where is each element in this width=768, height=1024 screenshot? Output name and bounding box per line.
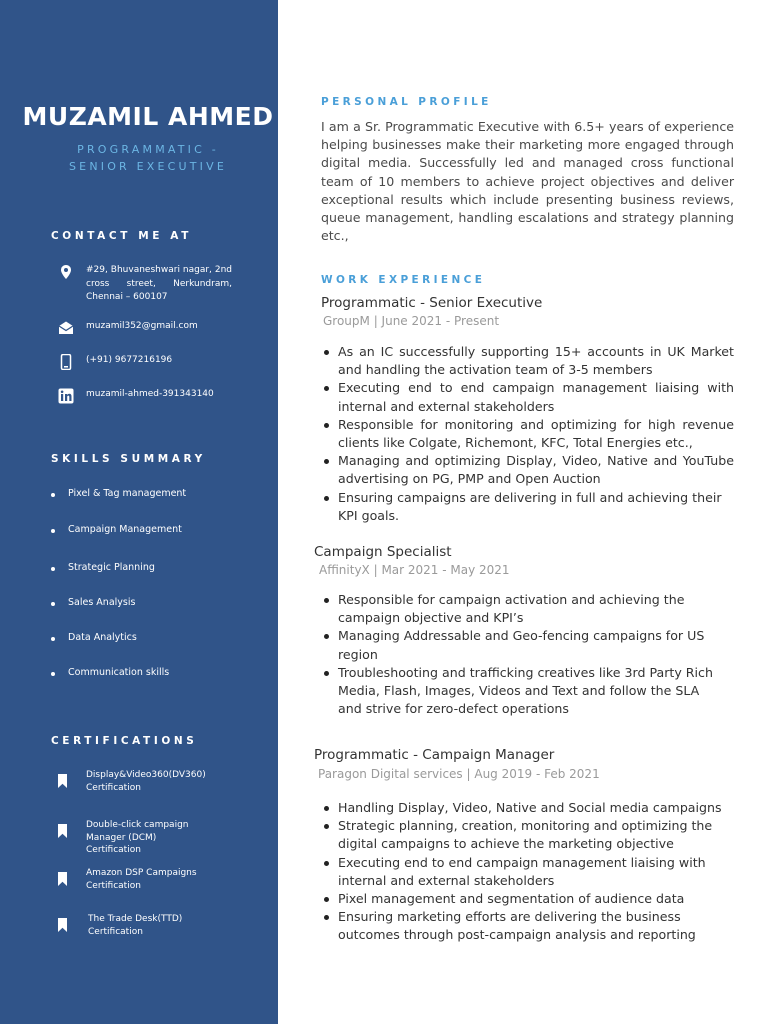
job-bullet: Responsible for monitoring and optimizing for high revenue clients like Colgate, Richemont, KFC, Total Energies etc., <box>321 416 734 452</box>
certification-label: Display&Video360(DV360) Certification <box>86 770 206 793</box>
job-bullet-list <box>321 591 721 718</box>
candidate-name: MUZAMIL AHMED <box>22 102 274 131</box>
bookmark-icon <box>58 774 67 788</box>
skill-label: Strategic Planning <box>68 562 155 573</box>
skill-label: Sales Analysis <box>68 597 136 608</box>
role-title-line-2: SENIOR EXECUTIVE <box>68 160 227 173</box>
job-bullet: Pixel management and segmentation of audience data <box>321 890 741 908</box>
linkedin-text[interactable]: muzamil-ahmed-391343140 <box>86 389 214 399</box>
bullet-icon <box>51 672 55 676</box>
job-bullet: Managing and optimizing Display, Video, Native and YouTube advertising on PG, PMP and Open Auction <box>321 452 734 488</box>
bullet-icon <box>51 567 55 571</box>
job-meta: AffinityX | Mar 2021 - May 2021 <box>319 563 510 577</box>
skills-heading: SKILLS SUMMARY <box>51 453 206 465</box>
job-bullet-list <box>321 343 734 525</box>
job-bullet: As an IC successfully supporting 15+ accounts in UK Market and handling the activation team of 3-5 members <box>321 343 734 379</box>
certification-label: Amazon DSP Campaigns Certification <box>86 868 197 891</box>
map-pin-icon <box>58 264 74 280</box>
job-bullet: Ensuring campaigns are delivering in full and achieving their KPI goals. <box>321 489 734 525</box>
email-text[interactable]: muzamil352@gmail.com <box>86 321 198 331</box>
skill-label: Data Analytics <box>68 632 137 643</box>
skill-label: Pixel & Tag management <box>68 488 187 499</box>
profile-heading: PERSONAL PROFILE <box>321 96 492 108</box>
job-bullet: Strategic planning, creation, monitoring and optimizing the digital campaigns to achieve the marketing objective <box>321 817 713 853</box>
bullet-icon <box>51 637 55 641</box>
skill-item <box>51 488 261 502</box>
bullet-icon <box>51 602 55 606</box>
certification-label: The Trade Desk(TTD) Certification <box>88 914 183 937</box>
phone-icon <box>58 354 74 370</box>
skill-item <box>51 562 261 576</box>
sidebar <box>0 0 278 1024</box>
bullet-icon <box>51 529 55 533</box>
role-title-line-1: PROGRAMMATIC - <box>77 143 219 156</box>
job-bullet: Troubleshooting and trafficking creatives like 3rd Party Rich Media, Flash, Images, Videos and Text and follow the SLA and strive for zero-defect operations <box>321 664 721 719</box>
bullet-icon <box>51 493 55 497</box>
linkedin-icon <box>58 388 74 404</box>
job-meta: GroupM | June 2021 - Present <box>323 314 500 328</box>
contact-heading: CONTACT ME AT <box>51 230 192 242</box>
job-title: Campaign Specialist <box>314 544 452 560</box>
job-meta: Paragon Digital services | Aug 2019 - Feb 2021 <box>318 767 600 781</box>
skill-label: Campaign Management <box>68 524 182 535</box>
skill-item <box>51 597 261 611</box>
bookmark-icon <box>58 824 67 838</box>
job-title: Programmatic - Campaign Manager <box>314 747 555 763</box>
job-bullet: Executing end to end campaign management liaising with internal and external stakeholders <box>321 854 723 890</box>
address-text: #29, Bhuvaneshwari nagar, 2nd cross street, Nerkundram, Chennai – 600107 <box>86 265 232 302</box>
skill-item <box>51 524 261 538</box>
job-bullet: Ensuring marketing efforts are delivering the business outcomes through post-campaign analysis and reporting <box>321 908 723 944</box>
profile-text: I am a Sr. Programmatic Executive with 6.5+ years of experience helping businesses make their marketing more engaged through digital media. Successfully led and managed cross functional team of 10 members to achieve project objectives and deliver exceptional results which include presenting business reviews, queue management, handling escalations and strategy planning etc., <box>321 119 734 244</box>
job-title: Programmatic - Senior Executive <box>321 295 543 311</box>
certification-label: Double-click campaign Manager (DCM) Certification <box>86 820 189 855</box>
phone-text[interactable]: (+91) 9677216196 <box>86 355 173 365</box>
job-bullet-list <box>321 799 741 945</box>
work-heading: WORK EXPERIENCE <box>321 274 486 286</box>
bookmark-icon <box>58 918 67 932</box>
job-bullet: Responsible for campaign activation and achieving the campaign objective and KPI’s <box>321 591 721 627</box>
job-bullet: Managing Addressable and Geo-fencing campaigns for US region <box>321 627 721 663</box>
bookmark-icon <box>58 872 67 886</box>
skill-label: Communication skills <box>68 667 170 678</box>
skill-item <box>51 667 261 681</box>
skill-item <box>51 632 261 646</box>
job-bullet: Executing end to end campaign management liaising with internal and external stakeholders <box>321 379 734 415</box>
envelope-icon <box>58 320 74 336</box>
certifications-heading: CERTIFICATIONS <box>51 735 198 747</box>
job-bullet: Handling Display, Video, Native and Social media campaigns <box>321 799 741 817</box>
